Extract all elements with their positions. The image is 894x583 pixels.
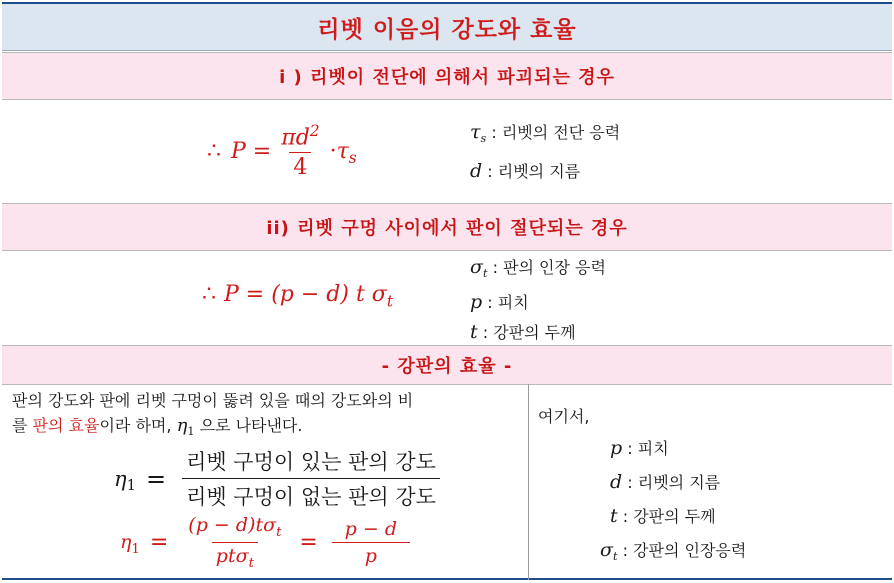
fraction-denominator: 리벳 구멍이 없는 판의 강도 (182, 478, 440, 511)
right-intro: 여기서, (538, 407, 590, 426)
section3-heading: - 강판의 효율 - (2, 345, 892, 385)
def-subscript: t (612, 550, 618, 564)
efficiency-equation-words (114, 446, 446, 511)
def-symbol: τ (470, 121, 481, 143)
d-symbol: d (295, 125, 310, 151)
fraction-numerator (277, 122, 323, 152)
def-p-right (610, 436, 669, 459)
fraction-denominator (212, 542, 258, 571)
section1-formula (207, 122, 357, 180)
efficiency-equation-symbols (120, 514, 416, 571)
def-symbol: σ (470, 256, 483, 278)
def-symbol: t (610, 505, 618, 527)
equals-sign: = (149, 529, 169, 555)
page-title: 리벳 이음의 강도와 효율 (2, 4, 892, 51)
def-symbol: σ (600, 539, 613, 561)
eta-subscript: 1 (187, 425, 195, 439)
pi-symbol: π (281, 125, 296, 151)
column-divider (528, 384, 529, 580)
fraction-denominator: 4 (289, 152, 311, 180)
formula-lhs: P = (231, 138, 272, 164)
rivet-joint-sheet (2, 2, 892, 580)
def-subscript: t (482, 267, 488, 281)
def-text: : 판의 인장 응력 (487, 258, 606, 277)
tau-symbol: τ (336, 138, 349, 164)
def-tau-s (470, 120, 620, 145)
shear-fraction (277, 122, 323, 180)
def-text: : 리벳의 전단 응력 (486, 123, 621, 142)
def-symbol: t (470, 321, 478, 343)
numerator-subscript: t (276, 524, 282, 540)
def-p (470, 290, 529, 313)
def-t (470, 320, 576, 343)
sigma-subscript: t (386, 292, 394, 311)
eta-symbol: η (114, 466, 127, 491)
therefore-symbol: ∴ (207, 138, 221, 164)
para-line-2 (12, 413, 522, 444)
def-symbol: p (610, 437, 623, 459)
def-text: : 강판의 두께 (477, 323, 576, 342)
section2-heading: ii) 리벳 구멍 사이에서 판이 절단되는 경우 (2, 203, 892, 251)
para-text: 으로 나타낸다. (194, 416, 303, 435)
denominator-expr: ptσ (215, 544, 249, 567)
equals-sign: = (299, 529, 318, 555)
efficiency-term: 판의 효율 (32, 416, 100, 435)
def-t-right (610, 504, 716, 527)
def-text: : 강판의 인장응력 (617, 541, 747, 560)
efficiency-paragraph (12, 388, 522, 444)
def-text: : 피치 (482, 293, 529, 312)
fraction-denominator: p (332, 542, 410, 567)
symbol-fraction-2 (332, 518, 410, 567)
dot-operator: · (329, 138, 337, 164)
words-fraction (182, 446, 440, 511)
def-text: : 피치 (622, 439, 669, 458)
para-text: 이라 하며, (99, 416, 177, 435)
therefore-symbol: ∴ (202, 282, 216, 307)
para-line-1: 판의 강도와 판에 리벳 구멍이 뚫려 있을 때의 강도와의 비 (12, 391, 414, 410)
def-d (470, 159, 580, 182)
def-symbol: p (470, 291, 483, 313)
def-sigma-t (470, 255, 606, 280)
equals-sign: = (145, 464, 167, 493)
eta-subscript: 1 (126, 477, 136, 494)
tau-subscript: s (348, 149, 357, 168)
denominator-subscript: t (248, 555, 254, 571)
eta-symbol: η (120, 531, 132, 554)
eta-symbol: η (176, 415, 188, 436)
fraction-numerator: p − d (344, 517, 397, 540)
numerator-expr: (p − d)tσ (188, 514, 277, 536)
def-symbol: d (470, 160, 483, 182)
section2-formula (202, 282, 393, 310)
symbol-fraction-1 (184, 514, 285, 571)
fraction-numerator (184, 514, 285, 542)
fraction-numerator: 리벳 구멍이 있는 판의 강도 (186, 450, 436, 474)
def-text: : 리벳의 지름 (482, 162, 581, 181)
def-text: : 리벳의 지름 (622, 473, 721, 492)
def-sigma-t-right (600, 538, 746, 563)
eta-subscript: 1 (131, 541, 140, 557)
def-d-right (610, 470, 720, 493)
section1-heading: i ) 리벳이 전단에 의해서 파괴되는 경우 (2, 52, 892, 100)
def-subscript: s (480, 132, 487, 146)
def-symbol: d (610, 471, 623, 493)
formula-expression: P = (p − d) t σ (224, 282, 387, 307)
def-text: : 강판의 두께 (617, 507, 716, 526)
exponent: 2 (309, 122, 320, 140)
para-text: 를 (12, 416, 33, 435)
